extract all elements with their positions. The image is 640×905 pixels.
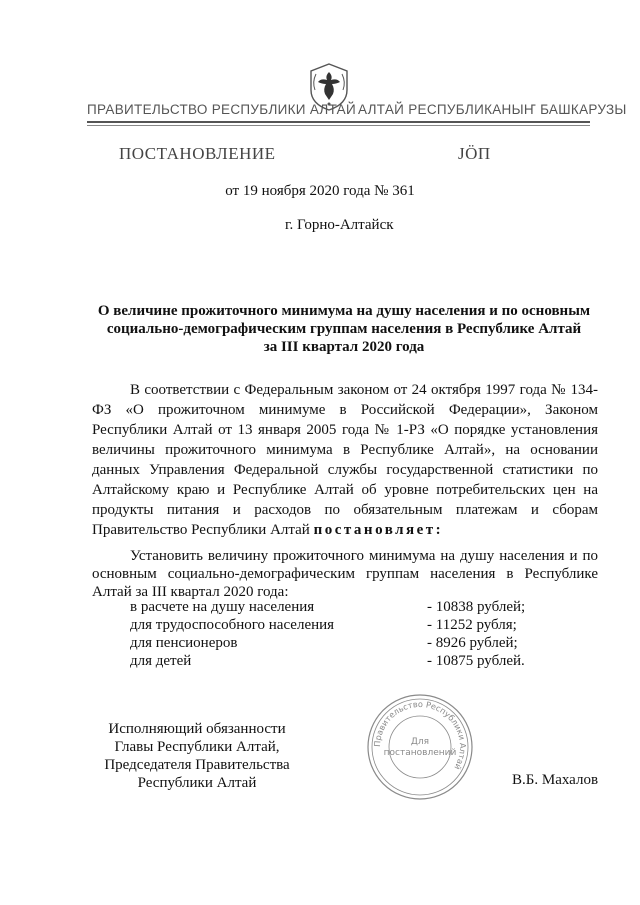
rate-row	[130, 598, 525, 616]
rate-label: в расчете на душу населения	[130, 599, 315, 615]
document-city: г. Горно-Алтайск	[285, 217, 394, 233]
decree-word: постановляет:	[313, 522, 444, 538]
rate-value: - 10838 рублей;	[427, 599, 526, 615]
title-line: за III квартал 2020 года	[263, 339, 425, 355]
rate-row	[130, 616, 525, 634]
title-line: социально-демографическим группам населения в Республике Алтай	[106, 321, 582, 337]
resolution-paragraph: Установить величину прожиточного минимума на душу населения и по основным социально-демографическим группам населения в Республике Алтай за III квартал 2020 года:	[92, 548, 598, 600]
rate-label: для трудоспособного населения	[130, 617, 335, 633]
doc-type-ru: ПОСТАНОВЛЕНИЕ	[119, 144, 276, 163]
rate-value: - 8926 рублей;	[427, 635, 518, 651]
official-stamp	[365, 692, 475, 802]
header-government-name-ru: ПРАВИТЕЛЬСТВО РЕСПУБЛИКИ АЛТАЙ	[87, 102, 356, 117]
rate-row	[130, 634, 525, 652]
rate-label: для детей	[130, 653, 192, 669]
document-date-number: от 19 ноября 2020 года № 361	[225, 183, 415, 199]
rates-list	[130, 598, 525, 670]
signer-position	[92, 720, 302, 792]
stamp-center-line: постановлений	[383, 748, 457, 758]
header-rule-thin	[87, 125, 590, 126]
signer-line: Председателя Правительства	[104, 757, 290, 773]
preamble-paragraph	[92, 380, 598, 540]
signer-name: В.Б. Махалов	[512, 772, 599, 788]
header-rule	[87, 121, 590, 123]
stamp-center-line: Для	[410, 737, 430, 747]
preamble-text: В соответствии с Федеральным законом от 24 октября 1997 года № 134-ФЗ «О прожиточном минимуме в Российской Федерации», Законом Республики Алтай от 13 января 2005 года № 1-РЗ «О порядке установления величины прожиточного минимума в Республике Алтай», на основании данных Управления Федеральной службы государственной статистики по Алтайскому краю и Республике Алтай об уровне потребительских цен на продукты питания и расходов по обязательным платежам и сборам Правительство Республики Алтай	[92, 382, 598, 538]
stamp-ring-text: Правительство Республики Алтай	[371, 698, 469, 772]
signer-line: Главы Республики Алтай,	[114, 739, 280, 755]
rate-label: для пенсионеров	[130, 635, 238, 651]
signer-line: Исполняющий обязанности	[108, 721, 286, 737]
document-title	[90, 302, 598, 356]
header-government-name-alt: АЛТАЙ РЕСПУБЛИКАНЫҤ БАШКАРУЗЫ	[358, 102, 627, 117]
rate-value: - 11252 рубля;	[427, 617, 517, 633]
doc-type-alt: ЈӦП	[458, 144, 491, 163]
title-line: О величине прожиточного минимума на душу населения и по основным	[97, 303, 591, 319]
signer-line: Республики Алтай	[137, 775, 257, 791]
svg-text:Правительство Республики Алтай	[372, 699, 468, 772]
rate-value: - 10875 рублей.	[427, 653, 525, 669]
rate-row	[130, 652, 525, 670]
